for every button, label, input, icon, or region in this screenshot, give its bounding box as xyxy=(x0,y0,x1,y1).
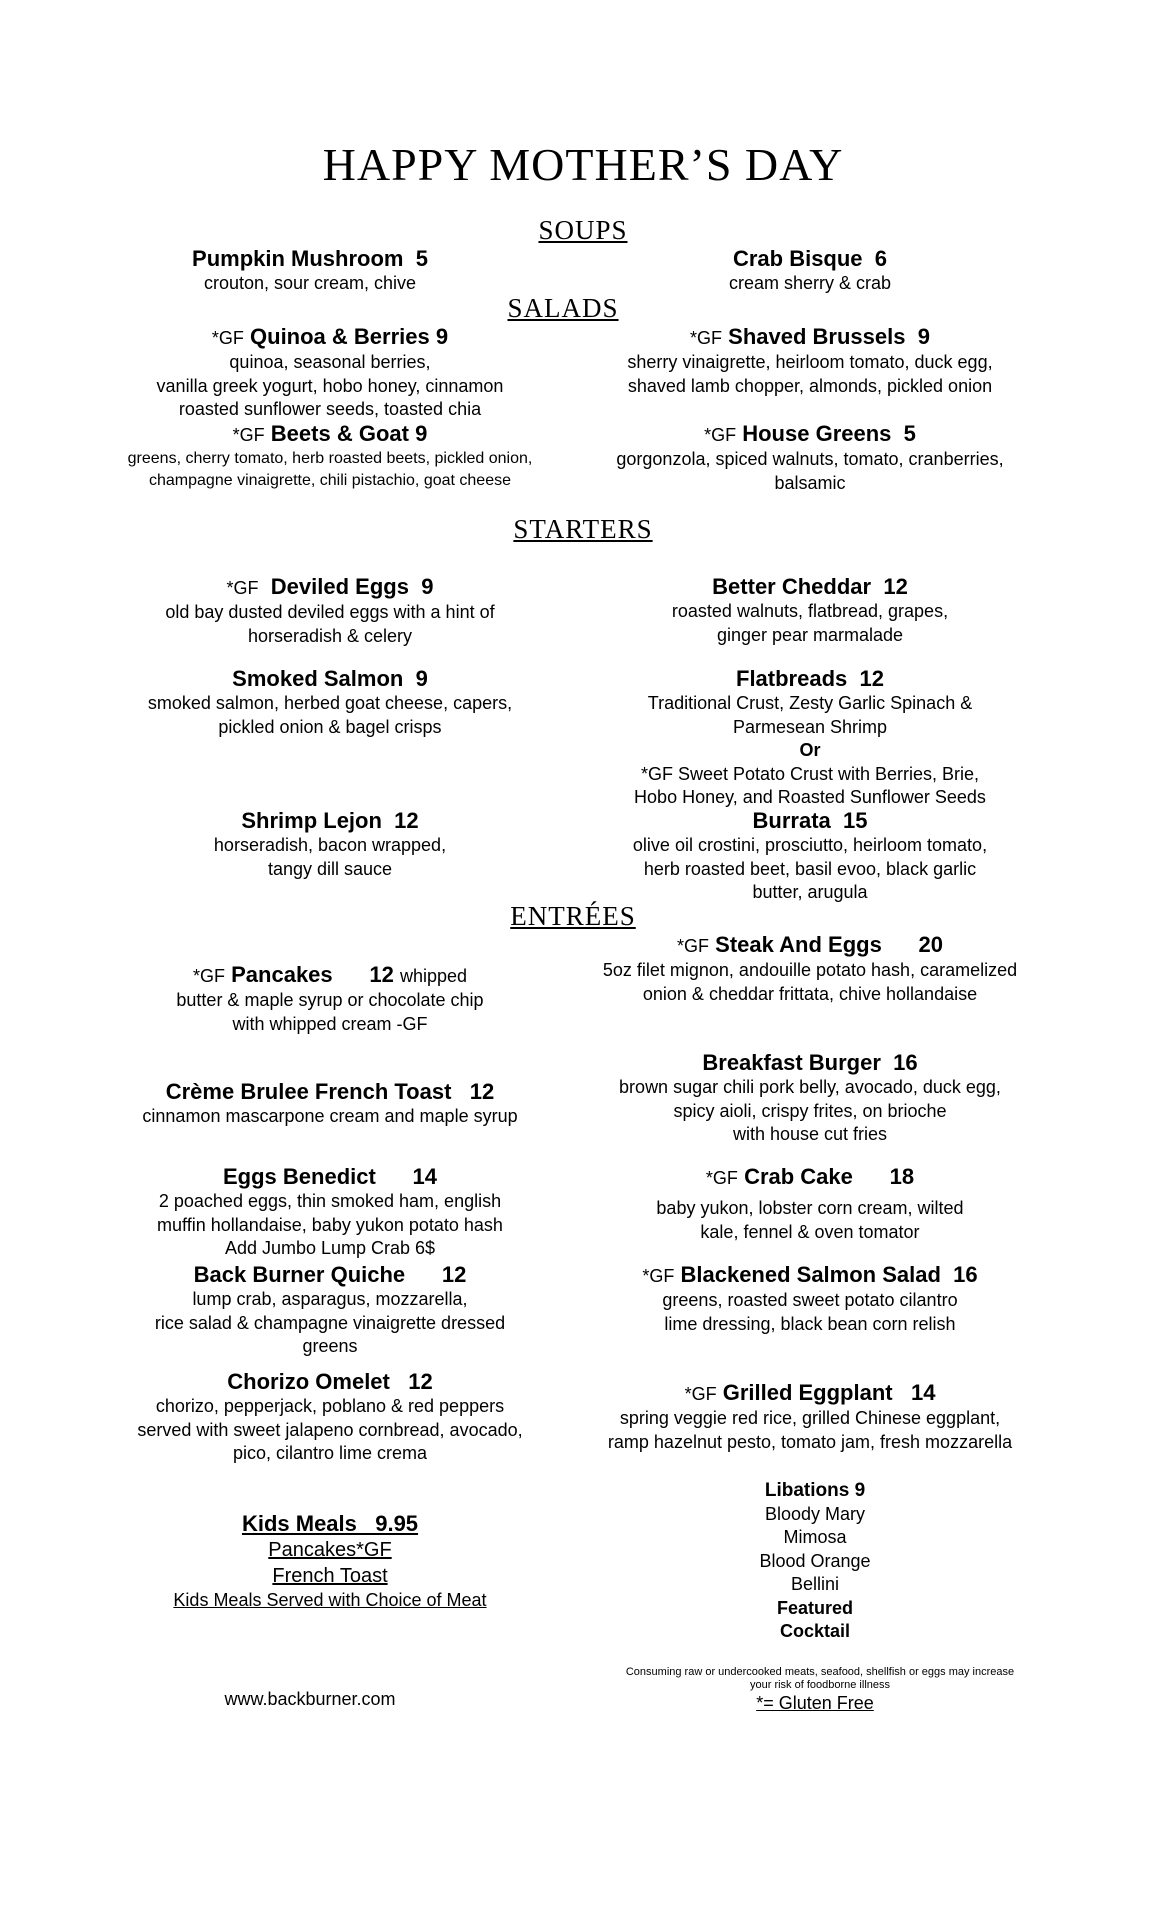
section-heading-salads: SALADS xyxy=(507,293,619,323)
item-desc: chorizo, pepperjack, poblano & red peppers xyxy=(155,1396,505,1416)
item-desc: cinnamon mascarpone cream and maple syrup xyxy=(142,1106,518,1126)
gf-prefix: *GF xyxy=(704,425,737,445)
item-name: Smoked Salmon xyxy=(232,666,404,691)
item-desc: muffin hollandaise, baby yukon potato hash xyxy=(157,1214,503,1235)
item-name: Chorizo Omelet xyxy=(227,1369,390,1394)
section-heading-starters: STARTERS xyxy=(513,514,653,544)
gf-prefix: *GF xyxy=(232,425,265,445)
libations-block xyxy=(715,1479,915,1644)
item-name: Grilled Eggplant xyxy=(722,1380,893,1405)
item-desc: butter, arugula xyxy=(752,882,868,902)
item-price: 14 xyxy=(412,1164,437,1189)
item-desc: brown sugar chili pork belly, avocado, duck egg, xyxy=(619,1077,1001,1097)
item-price: 5 xyxy=(415,246,428,271)
item-price: 12 xyxy=(369,962,394,987)
kids-meal-item: French Toast xyxy=(272,1565,388,1587)
item-price: 12 xyxy=(394,808,419,833)
item-price: 12 xyxy=(883,574,908,599)
menu-item-beets-goat xyxy=(95,421,565,492)
item-desc: roasted sunflower seeds, toasted chia xyxy=(178,399,482,419)
item-price: 9 xyxy=(415,421,428,446)
menu-item-breakfast-burger xyxy=(570,1050,1050,1147)
item-desc: pico, cilantro lime crema xyxy=(232,1443,428,1463)
item-desc: spicy aioli, crispy frites, on brioche xyxy=(673,1100,947,1121)
item-price: 20 xyxy=(918,932,943,957)
item-desc: horseradish & celery xyxy=(247,625,413,646)
item-desc: Parmesean Shrimp xyxy=(732,716,888,737)
item-price: 16 xyxy=(893,1050,918,1075)
gf-prefix: *GF xyxy=(677,936,710,956)
item-name: Shrimp Lejon xyxy=(241,808,382,833)
item-desc-first: whipped xyxy=(399,966,468,986)
item-name: Pumpkin Mushroom xyxy=(192,246,404,271)
libations-title: Libations 9 xyxy=(764,1480,866,1501)
menu-item-grilled-eggplant xyxy=(570,1380,1050,1454)
item-desc: rice salad & champagne vinaigrette dressed xyxy=(154,1312,506,1333)
item-price: 12 xyxy=(408,1369,433,1394)
menu-item-house-greens xyxy=(580,421,1040,495)
item-price: 12 xyxy=(469,1079,495,1104)
gf-prefix: *GF xyxy=(642,1266,675,1286)
item-name: Crab Bisque xyxy=(732,246,863,271)
gf-prefix: *GF xyxy=(684,1384,717,1404)
item-desc: greens xyxy=(302,1336,358,1356)
item-desc: baby yukon, lobster corn cream, wilted xyxy=(656,1198,964,1218)
item-desc: greens, cherry tomato, herb roasted beets, pickled onion, xyxy=(127,450,533,467)
item-price: 15 xyxy=(843,808,868,833)
item-desc: horseradish, bacon wrapped, xyxy=(213,835,447,855)
item-desc: with whipped cream -GF xyxy=(232,1013,428,1034)
menu-item-flatbreads xyxy=(590,666,1030,810)
libation-item: Blood Orange xyxy=(759,1550,871,1571)
menu-item-smoked-salmon xyxy=(110,666,550,739)
menu-item-pumpkin-mushroom xyxy=(140,246,480,296)
kids-meals-block xyxy=(130,1511,530,1613)
item-desc: greens, roasted sweet potato cilantro xyxy=(662,1290,958,1310)
gf-prefix: *GF xyxy=(226,578,259,598)
item-name: Back Burner Quiche xyxy=(193,1262,406,1287)
item-desc: smoked salmon, herbed goat cheese, capers, xyxy=(147,693,513,713)
gf-prefix: *GF xyxy=(690,328,723,348)
item-desc: 2 poached eggs, thin smoked ham, english xyxy=(158,1191,502,1211)
item-desc: old bay dusted deviled eggs with a hint of xyxy=(165,602,495,622)
item-desc: onion & cheddar frittata, chive hollandaise xyxy=(642,983,978,1004)
item-name: Better Cheddar xyxy=(712,574,872,599)
item-name: Deviled Eggs xyxy=(270,574,409,599)
item-desc: crouton, sour cream, chive xyxy=(203,273,417,293)
item-name: Crème Brulee French Toast xyxy=(165,1079,452,1104)
item-desc: spring veggie red rice, grilled Chinese eggplant, xyxy=(619,1408,1001,1428)
item-desc: vanilla greek yogurt, hobo honey, cinnamon xyxy=(156,375,504,396)
item-desc: lump crab, asparagus, mozzarella, xyxy=(192,1289,468,1309)
item-desc: ginger pear marmalade xyxy=(716,624,904,645)
item-desc: cream sherry & crab xyxy=(728,273,892,293)
libation-featured: Cocktail xyxy=(779,1621,851,1641)
gf-prefix: *GF xyxy=(211,328,244,348)
section-heading-entrees: ENTRÉES xyxy=(510,901,636,931)
item-or: Or xyxy=(799,740,821,760)
item-price: 9 xyxy=(917,324,930,349)
item-desc: Add Jumbo Lump Crab 6$ xyxy=(224,1238,436,1258)
item-desc: pickled onion & bagel crisps xyxy=(218,716,442,737)
menu-item-crab-cake xyxy=(590,1164,1030,1244)
libation-featured: Featured xyxy=(776,1597,854,1618)
menu-item-shrimp-lejon xyxy=(110,808,550,881)
menu-item-burrata xyxy=(590,808,1030,905)
menu-item-crab-bisque xyxy=(640,246,980,296)
item-price: 18 xyxy=(889,1164,915,1189)
item-name: Steak And Eggs xyxy=(715,932,882,957)
item-desc: herb roasted beet, basil evoo, black garlic xyxy=(643,858,977,879)
gf-prefix: *GF xyxy=(192,966,225,986)
gf-prefix: *GF xyxy=(705,1168,738,1188)
menu-item-shaved-brussels xyxy=(590,324,1030,398)
item-desc: butter & maple syrup or chocolate chip xyxy=(176,990,484,1010)
item-name: Blackened Salmon Salad xyxy=(680,1262,941,1287)
item-name: Eggs Benedict xyxy=(223,1164,376,1189)
kids-meals-note: Kids Meals Served with Choice of Meat xyxy=(173,1590,487,1610)
item-desc: gorgonzola, spiced walnuts, tomato, cranberries, xyxy=(616,449,1004,469)
item-name: Quinoa & Berries xyxy=(250,324,430,349)
item-name: Beets & Goat xyxy=(270,421,409,446)
disclaimer-line: Consuming raw or undercooked meats, seafood, shellfish or eggs may increase xyxy=(625,1666,1015,1678)
item-name: Shaved Brussels xyxy=(728,324,906,349)
item-price: 12 xyxy=(441,1262,467,1287)
item-price: 12 xyxy=(859,666,884,691)
item-name: Pancakes xyxy=(231,962,333,987)
libation-item: Bloody Mary xyxy=(764,1503,866,1524)
item-price: 9 xyxy=(421,574,434,599)
menu-item-better-cheddar xyxy=(590,574,1030,647)
libation-item: Mimosa xyxy=(783,1527,847,1547)
item-price: 14 xyxy=(910,1380,936,1405)
kids-meals-title: Kids Meals 9.95 xyxy=(241,1511,419,1536)
menu-item-steak-and-eggs xyxy=(570,932,1050,1006)
kids-meal-item: Pancakes*GF xyxy=(268,1539,392,1561)
menu-item-creme-brulee-french-toast xyxy=(90,1079,570,1129)
item-desc: 5oz filet mignon, andouille potato hash, caramelized xyxy=(602,960,1018,980)
menu-item-deviled-eggs xyxy=(110,574,550,648)
item-desc: tangy dill sauce xyxy=(267,858,393,879)
item-desc: roasted walnuts, flatbread, grapes, xyxy=(671,601,949,621)
item-name: Flatbreads xyxy=(736,666,848,691)
item-desc: with house cut fries xyxy=(732,1124,888,1144)
item-desc: served with sweet jalapeno cornbread, avocado, xyxy=(137,1419,523,1440)
item-desc: lime dressing, black bean corn relish xyxy=(664,1313,956,1334)
libation-item: Bellini xyxy=(790,1574,840,1594)
disclaimer-line: your risk of foodborne illness xyxy=(749,1679,890,1691)
item-name: Burrata xyxy=(752,808,831,833)
item-desc: quinoa, seasonal berries, xyxy=(229,352,431,372)
menu-item-chorizo-omelet xyxy=(90,1369,570,1466)
item-desc: *GF Sweet Potato Crust with Berries, Brie, xyxy=(640,763,980,784)
item-price: 5 xyxy=(903,421,916,446)
item-desc: Traditional Crust, Zesty Garlic Spinach & xyxy=(647,693,973,713)
website-link[interactable]: www.backburner.com xyxy=(224,1689,396,1709)
item-desc: sherry vinaigrette, heirloom tomato, duck egg, xyxy=(627,352,993,372)
item-desc: balsamic xyxy=(774,472,846,493)
item-desc: olive oil crostini, prosciutto, heirloom tomato, xyxy=(632,835,988,855)
item-desc: shaved lamb chopper, almonds, pickled onion xyxy=(627,375,993,396)
menu-item-eggs-benedict xyxy=(110,1164,550,1261)
section-heading-soups: SOUPS xyxy=(538,215,628,245)
item-desc: Hobo Honey, and Roasted Sunflower Seeds xyxy=(634,787,986,807)
item-name: Breakfast Burger xyxy=(702,1050,881,1075)
item-name: House Greens xyxy=(742,421,892,446)
item-name: Crab Cake xyxy=(744,1164,853,1189)
menu-item-quinoa-berries xyxy=(110,324,550,422)
menu-item-pancakes xyxy=(110,962,550,1036)
item-desc: champagne vinaigrette, chili pistachio, goat cheese xyxy=(149,472,511,489)
food-safety-disclaimer xyxy=(590,1666,1050,1692)
menu-item-blackened-salmon-salad xyxy=(590,1262,1030,1336)
item-price: 9 xyxy=(415,666,428,691)
item-price: 9 xyxy=(435,324,449,349)
item-price: 16 xyxy=(953,1262,978,1287)
item-desc: ramp hazelnut pesto, tomato jam, fresh mozzarella xyxy=(607,1431,1013,1452)
page-title: HAPPY MOTHER’S DAY xyxy=(322,139,844,190)
gluten-free-legend: *= Gluten Free xyxy=(756,1693,874,1713)
item-desc: kale, fennel & oven tomator xyxy=(700,1221,920,1242)
item-price: 6 xyxy=(874,246,888,271)
menu-item-back-burner-quiche xyxy=(110,1262,550,1359)
